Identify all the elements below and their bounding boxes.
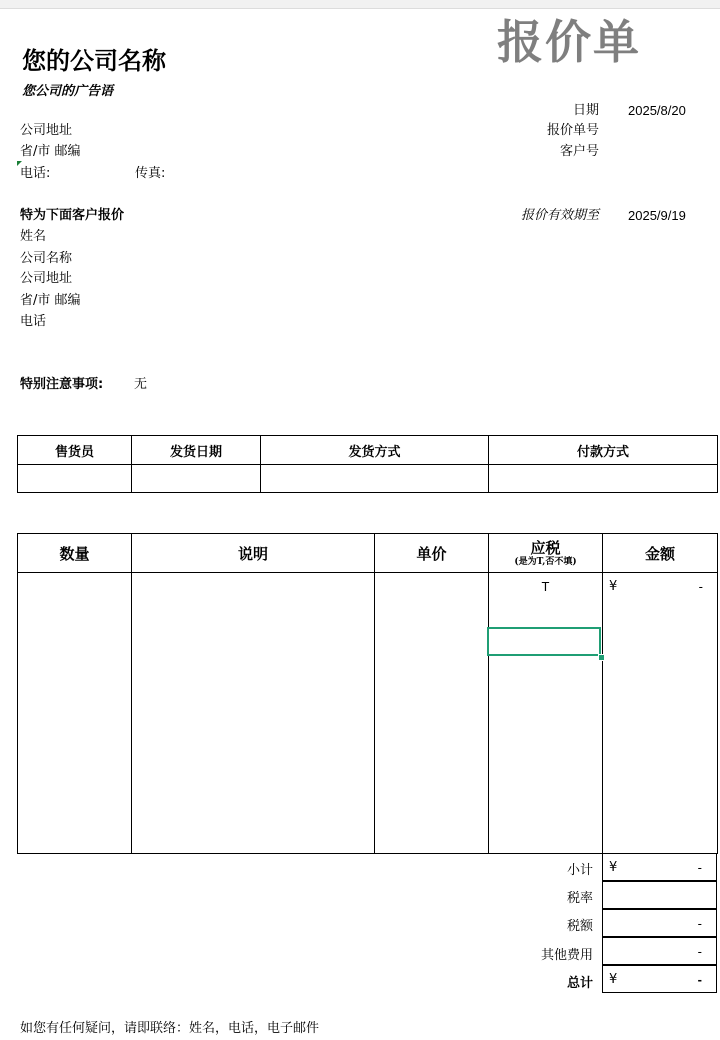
shipping-cell-ship-date[interactable]	[132, 465, 261, 493]
total-cell[interactable]	[602, 965, 717, 993]
shipping-table	[17, 435, 718, 493]
items-header-taxable-note: (是为T,否不填)	[514, 556, 577, 567]
items-column-amount[interactable]	[603, 573, 718, 854]
subtotal-currency: ¥	[609, 860, 618, 875]
total-currency: ¥	[609, 972, 618, 987]
subtotal-cell[interactable]	[602, 853, 717, 881]
items-header-qty: 数量	[18, 534, 132, 573]
customer-company: 公司名称	[20, 251, 73, 266]
tax-rate-label: 税率	[566, 891, 593, 906]
customer-phone: 电话	[20, 314, 47, 329]
items-header-amount: 金额	[603, 534, 718, 573]
customer-province-zip: 省/市 邮编	[20, 293, 81, 308]
company-name: 您的公司名称	[22, 47, 166, 75]
total-label: 总计	[566, 976, 593, 991]
row1-taxable-flag: T	[541, 579, 550, 594]
subtotal-value: -	[697, 860, 702, 875]
row1-currency-symbol: ¥	[609, 579, 618, 594]
footer-contact-note: 如您有任何疑问，请即联络：姓名，电话，电子邮件	[20, 1021, 320, 1036]
company-phone-label: 电话:	[20, 166, 51, 181]
shipping-header-salesperson: 售货员	[18, 436, 132, 465]
shipping-header-ship-date: 发货日期	[132, 436, 261, 465]
shipping-header-payment-method: 付款方式	[489, 436, 718, 465]
company-fax-label: 传真:	[135, 166, 166, 181]
other-fees-value: -	[697, 944, 702, 959]
date-label: 日期	[572, 103, 599, 118]
valid-until-value: 2025/9/19	[628, 208, 686, 223]
items-column-taxable[interactable]	[489, 573, 603, 854]
active-cell-selection[interactable]	[487, 627, 601, 656]
date-value: 2025/8/20	[628, 103, 686, 118]
items-column-unit-price[interactable]	[375, 573, 489, 854]
shipping-cell-ship-method[interactable]	[261, 465, 489, 493]
shipping-cell-salesperson[interactable]	[18, 465, 132, 493]
items-header-description: 说明	[132, 534, 375, 573]
row1-amount: -	[698, 579, 703, 594]
items-header-unit-price: 单价	[375, 534, 489, 573]
document-title: 报价单	[497, 15, 641, 69]
company-slogan: 您公司的广告语	[22, 84, 114, 99]
shipping-header-ship-method: 发货方式	[261, 436, 489, 465]
tax-rate-cell[interactable]	[602, 881, 717, 909]
other-fees-cell[interactable]	[602, 937, 717, 965]
quote-number-label: 报价单号	[546, 123, 599, 138]
notes-label: 特别注意事项:	[20, 377, 104, 392]
valid-until-label: 报价有效期至	[520, 208, 599, 223]
company-province-zip: 省/市 邮编	[20, 144, 81, 159]
items-header-taxable	[489, 534, 603, 573]
company-address: 公司地址	[20, 123, 73, 138]
items-table	[17, 533, 718, 854]
total-value: -	[697, 972, 702, 987]
tax-amount-value: -	[697, 916, 702, 931]
subtotal-label: 小计	[566, 863, 593, 878]
notes-value: 无	[134, 377, 148, 392]
shipping-cell-payment-method[interactable]	[489, 465, 718, 493]
items-column-description[interactable]	[132, 573, 375, 854]
customer-number-label: 客户号	[559, 144, 599, 159]
fill-handle[interactable]	[598, 654, 605, 661]
other-fees-label: 其他费用	[540, 948, 593, 963]
customer-address: 公司地址	[20, 271, 73, 286]
tax-amount-label: 税额	[566, 919, 593, 934]
sheet-top-bar	[0, 0, 720, 9]
items-column-qty[interactable]	[18, 573, 132, 854]
customer-name: 姓名	[20, 229, 47, 244]
tax-amount-cell[interactable]	[602, 909, 717, 937]
items-header-taxable-label: 应税	[530, 538, 561, 557]
customer-heading: 特为下面客户报价	[20, 208, 125, 223]
